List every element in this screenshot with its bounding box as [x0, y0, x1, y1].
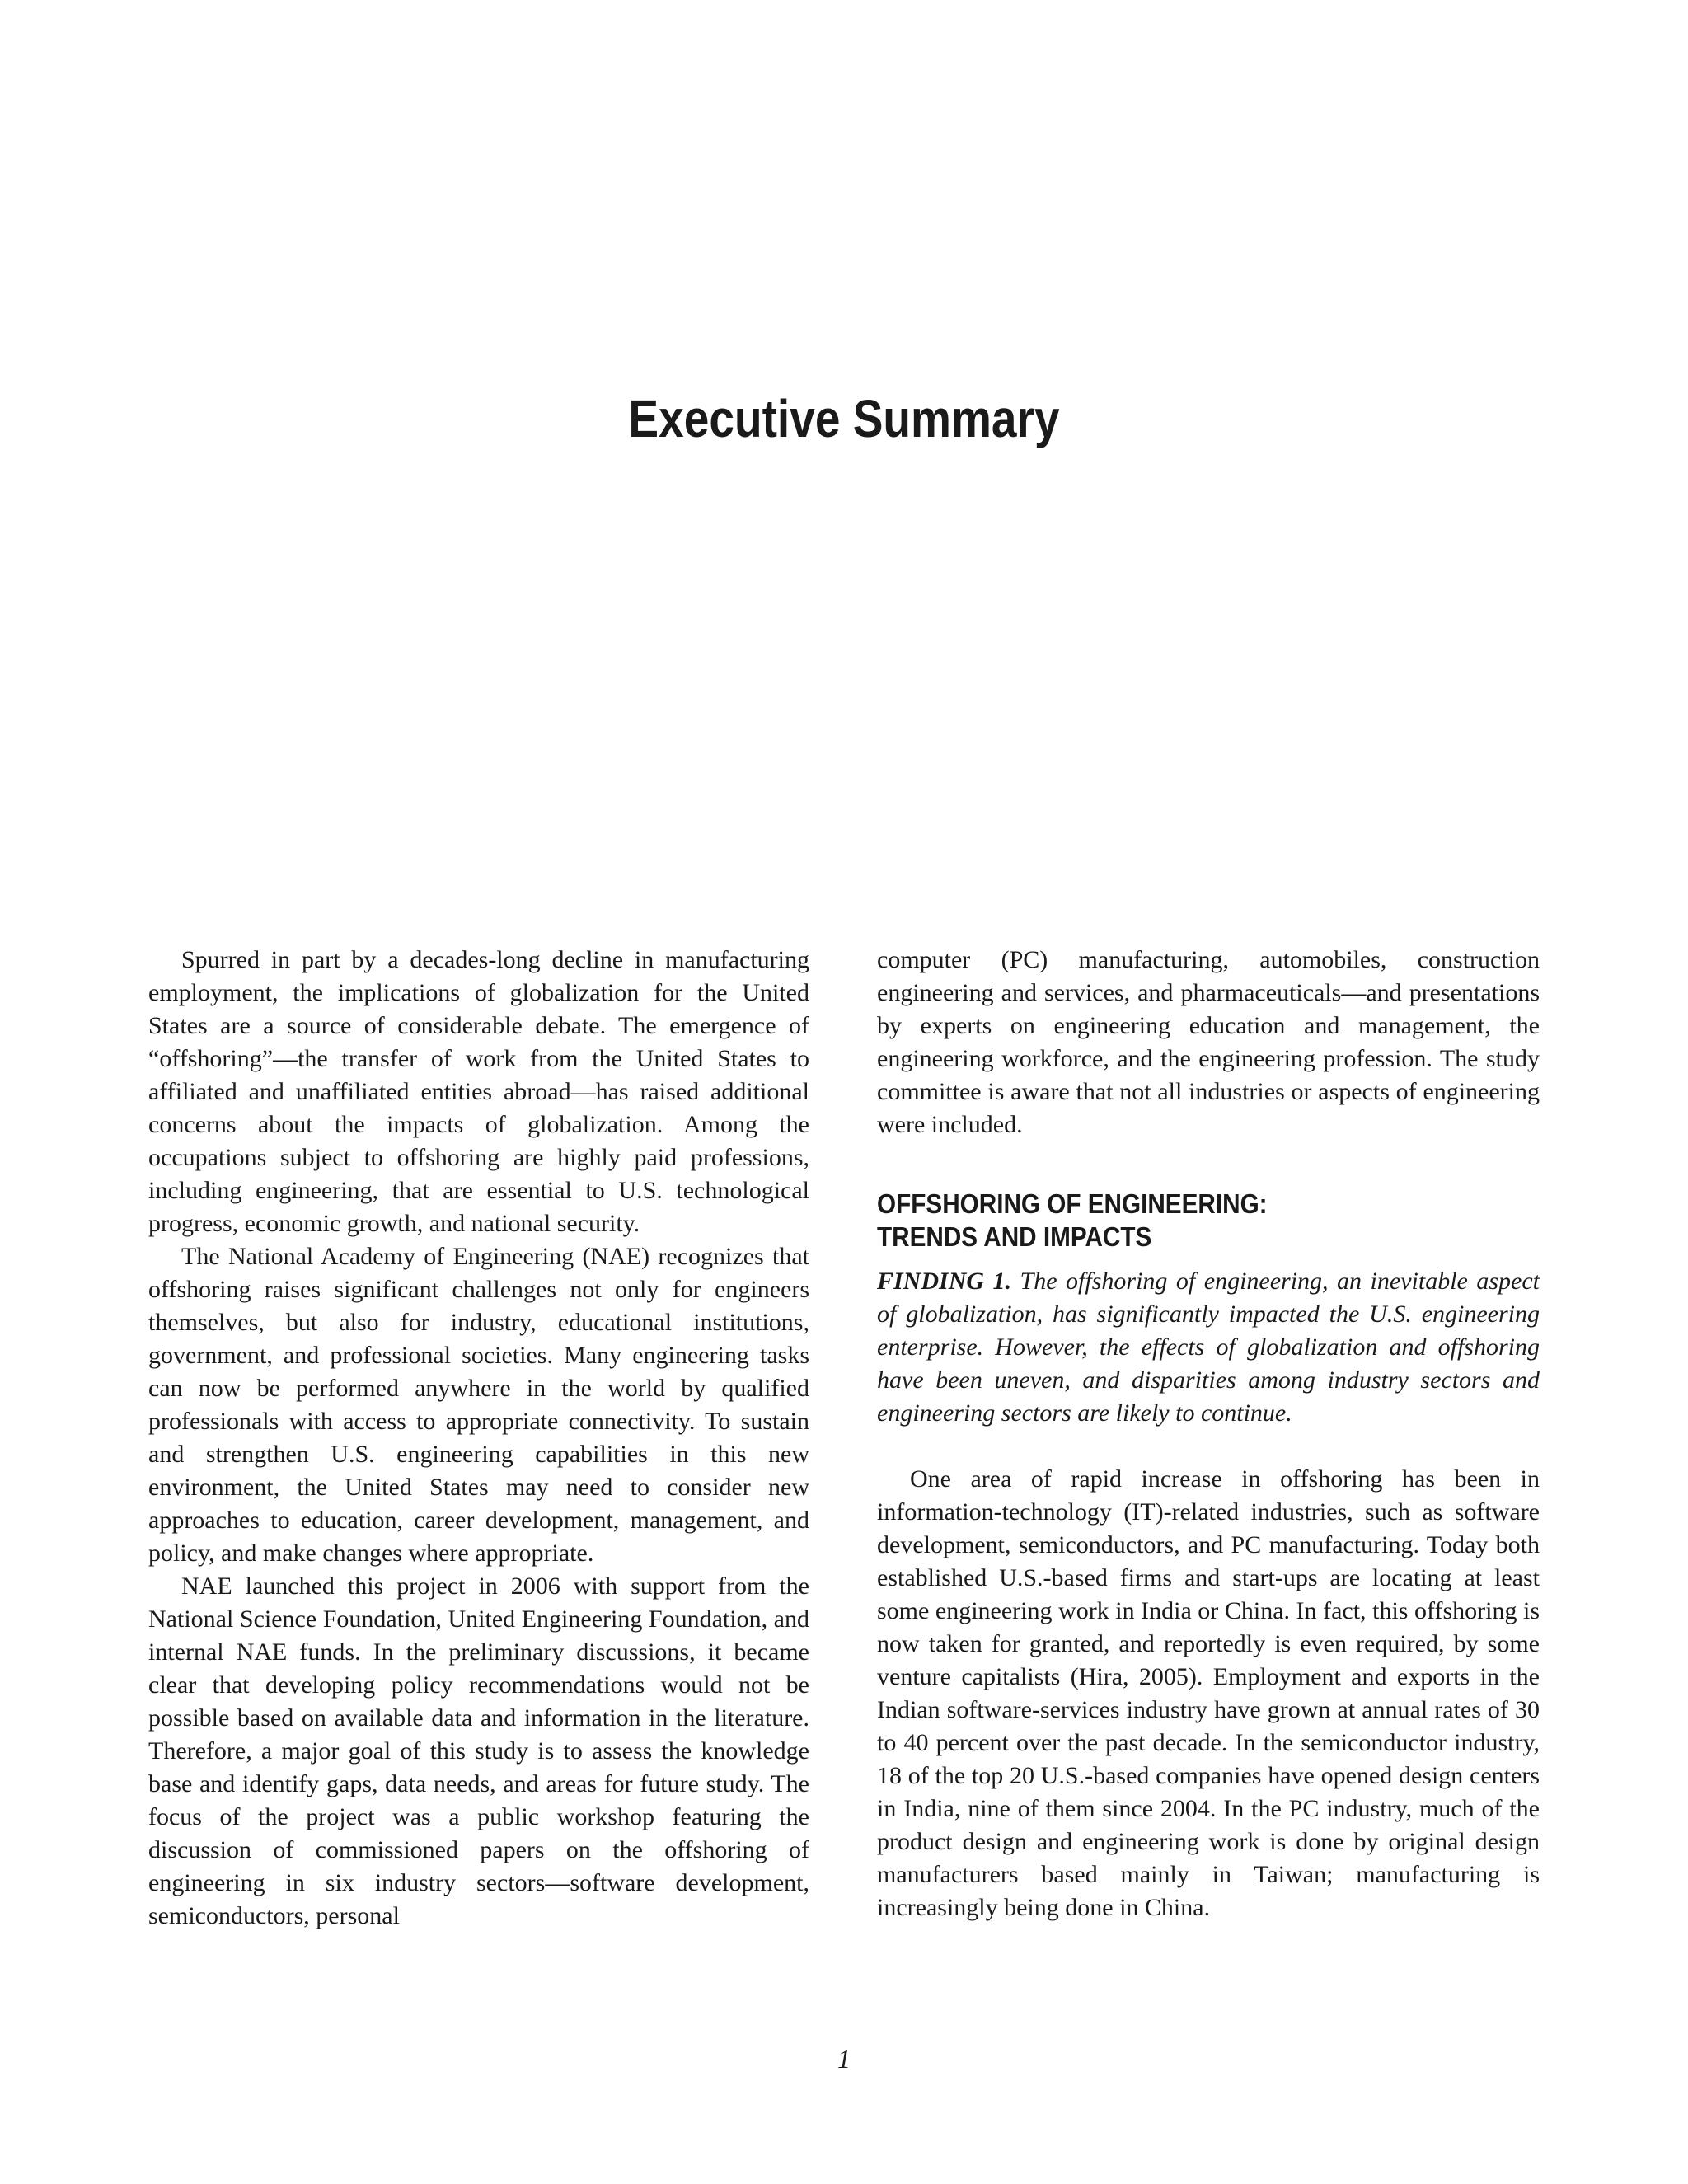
right-column [877, 944, 1540, 1924]
page-title: Executive Summary [628, 389, 1060, 448]
finding-text: The offshoring of engineering, an inevitable aspect of globalization, has significantly impacted the U.S. engineering enterprise. However, the effects of globalization and offshoring have been uneven, and disparities among industry sectors and engineering sectors are likely to continue. [877, 1268, 1540, 1427]
spacer [877, 1141, 1540, 1188]
left-column [148, 944, 809, 1933]
body-paragraph: The National Academy of Engineering (NAE) recognizes that offshoring raises significant challenges not only for engineers themselves, but also for industry, educational institutions, government, and professional societies. Many engineering tasks can now be performed anywhere in the world by qualified professionals with access to appropriate connectivity. To sustain and strengthen U.S. engineering capabilities in this new environment, the United States may need to consider new approaches to education, career development, management, and policy, and make changes where appropriate. [148, 1243, 809, 1567]
section-heading-line: TRENDS AND IMPACTS [877, 1221, 1152, 1252]
section-heading-line: OFFSHORING OF ENGINEERING: [877, 1188, 1268, 1219]
finding-label: FINDING 1. [877, 1268, 1012, 1295]
body-paragraph: One area of rapid increase in offshoring has been in information-technology (IT)-related industries, such as software development, semiconductors, and PC manufacturing. Today both established U.S.-based firms and start-ups are locating at least some engineering work in India or China. In fact, this offshoring is now taken for granted, and reportedly is even required, by some venture capitalists (Hira, 2005). Employment and exports in the Indian software-services industry have grown at annual rates of 30 to 40 percent over the past decade. In the semiconductor industry, 18 of the top 20 U.S.-based companies have opened design centers in India, nine of them since 2004. In the PC industry, much of the product design and engineering work is done by original design manufacturers based mainly in Taiwan; manufacturing is increasingly being done in China. [877, 1465, 1540, 1921]
body-paragraph: NAE launched this project in 2006 with support from the National Science Foundation, United Engineering Foundation, and internal NAE funds. In the preliminary discussions, it became clear that developing policy recommendations would not be possible based on available data and information in the literature. Therefore, a major goal of this study is to assess the knowledge base and identify gaps, data needs, and areas for future study. The focus of the project was a public workshop featuring the discussion of commissioned papers on the offshoring of engineering in six industry sectors—software development, semiconductors, personal [148, 1572, 809, 1929]
spacer [877, 1430, 1540, 1463]
page-number: 1 [837, 2044, 851, 2074]
body-paragraph: Spurred in part by a decades-long decline in manufacturing employment, the implications of globalization for the United States are a source of considerable debate. The emergence of “offshoring”—the transfer of work from the United States to affiliated and unaffiliated entities abroad—has raised additional concerns about the impacts of globalization. Among the occupations subject to offshoring are highly paid professions, including engineering, that are essential to U.S. technological progress, economic growth, and national security. [148, 946, 809, 1237]
section-heading [877, 1188, 1539, 1254]
body-paragraph-continuation: computer (PC) manufacturing, automobiles, construction engineering and services, and pharmaceuticals—and presentations by experts on engineering education and management, the engineering workforce, and the engineering profession. The study committee is aware that not all industries or aspects of engineering were included. [877, 946, 1540, 1138]
finding-1 [877, 1265, 1540, 1430]
spacer [877, 1254, 1540, 1265]
